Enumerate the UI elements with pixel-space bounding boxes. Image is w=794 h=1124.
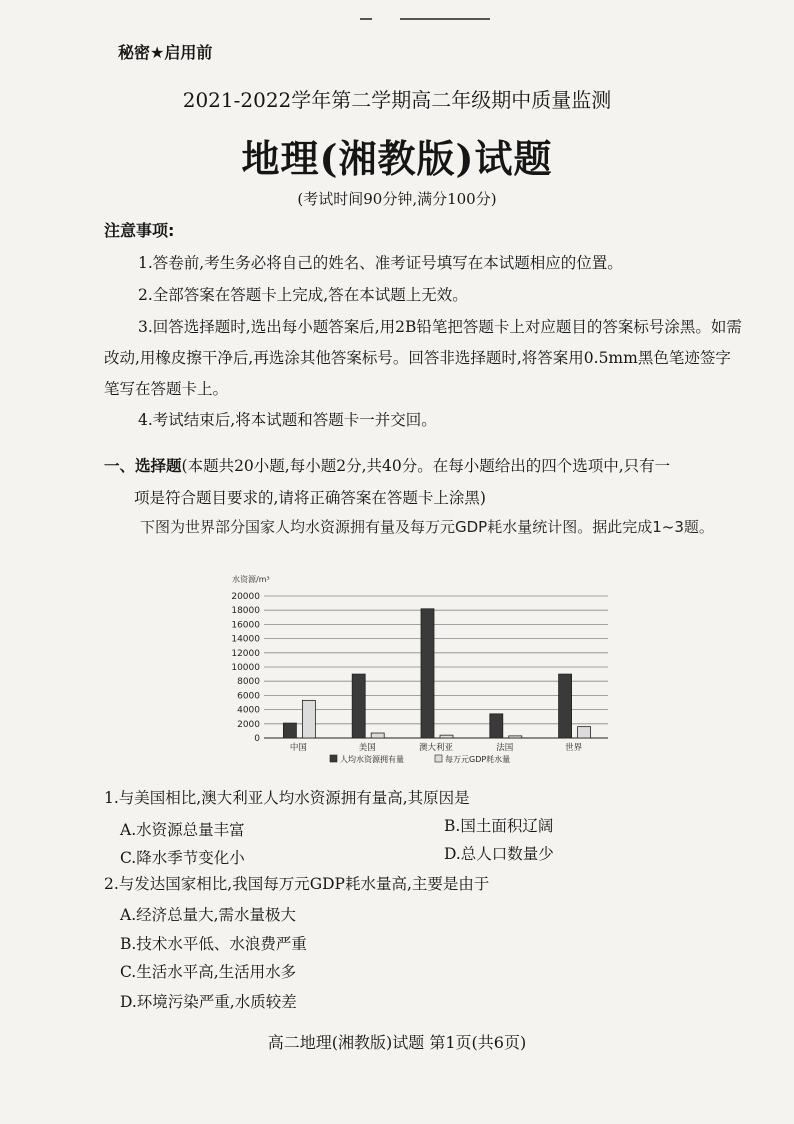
scan-mark — [360, 18, 372, 20]
notice-item: 1.答卷前,考生务必将自己的姓名、准考证号填写在本试题相应的位置。 — [138, 254, 623, 272]
legend-label: 每万元GDP耗水量 — [445, 755, 511, 764]
notice-item: 2.全部答案在答题卡上完成,答在本试题上无效。 — [138, 286, 468, 304]
y-tick-label: 0 — [254, 734, 260, 744]
y-tick-label: 2000 — [237, 719, 260, 730]
y-tick-label: 8000 — [237, 677, 260, 688]
legend-label: 人均水资源拥有量 — [340, 755, 404, 764]
section-title: 一、选择题 — [104, 457, 182, 475]
y-tick-label: 10000 — [231, 663, 260, 673]
question-2-option-b: B.技术水平低、水浪费严重 — [120, 935, 307, 953]
y-axis-label: 水资源/m³ — [232, 575, 270, 584]
bar-water-per-gdp — [371, 733, 384, 738]
notice-heading: 注意事项: — [104, 221, 175, 240]
bar-water-per-capita — [352, 674, 365, 738]
bar-water-per-capita — [283, 723, 296, 738]
question-2-option-c: C.生活水平高,生活用水多 — [120, 963, 297, 981]
question-1-option-c: C.降水季节变化小 — [120, 849, 245, 867]
bar-water-per-capita — [559, 674, 572, 738]
exam-title-line1: 2021-2022学年第二学期高二年级期中质量监测 — [182, 88, 612, 112]
question-1-stem: 1.与美国相比,澳大利亚人均水资源拥有量高,其原因是 — [104, 789, 470, 807]
x-tick-label: 法国 — [496, 743, 514, 753]
exam-title: 地理(湘教版)试题 — [241, 136, 553, 181]
question-1-option-b: B.国土面积辽阔 — [444, 817, 554, 835]
notice-item: 4.考试结束后,将本试题和答题卡一并交回。 — [138, 411, 437, 429]
section-desc: 项是符合题目要求的,请将正确答案在答题卡上涂黑) — [134, 489, 486, 507]
notice-item: 3.回答选择题时,选出每小题答案后,用2B铅笔把答题卡上对应题目的答案标号涂黑。如需改动,用橡皮擦干净后,再选涂其他答案标号。回答非选择题时,将答案用0.5mm黑色笔迹签字笔写在答题卡上。 — [104, 318, 742, 398]
section-header — [104, 450, 754, 514]
legend-swatch — [330, 755, 337, 762]
bar-water-per-capita — [421, 609, 434, 738]
bar-water-per-gdp — [509, 736, 522, 738]
x-tick-label: 世界 — [565, 743, 583, 753]
y-tick-label: 18000 — [231, 606, 260, 617]
y-tick-label: 14000 — [231, 634, 260, 645]
question-1-option-a: A.水资源总量丰富 — [120, 821, 245, 839]
section-desc: (本题共20小题,每小题2分,共40分。在每小题给出的四个选项中,只有一 — [181, 457, 671, 475]
y-tick-label: 6000 — [237, 691, 260, 702]
legend-swatch — [435, 755, 442, 762]
bar-water-per-capita — [490, 714, 503, 738]
bar-water-per-gdp — [440, 735, 453, 738]
confidential-label: 秘密★启用前 — [118, 43, 213, 62]
y-tick-label: 20000 — [231, 592, 260, 602]
question-intro: 下图为世界部分国家人均水资源拥有量及每万元GDP耗水量统计图。据此完成1~3题。 — [140, 518, 714, 536]
x-tick-label: 澳大利亚 — [418, 743, 454, 753]
y-tick-label: 12000 — [231, 648, 260, 659]
exam-subtitle: (考试时间90分钟,满分100分) — [297, 190, 497, 208]
bar-chart — [212, 570, 612, 775]
bar-water-per-gdp — [578, 727, 591, 738]
y-tick-label: 4000 — [237, 705, 260, 716]
scan-mark — [400, 18, 490, 20]
question-2-option-d: D.环境污染严重,水质较差 — [120, 993, 297, 1011]
question-2-stem: 2.与发达国家相比,我国每万元GDP耗水量高,主要是由于 — [104, 875, 490, 893]
y-tick-label: 16000 — [231, 620, 260, 631]
question-2-option-a: A.经济总量大,需水量极大 — [120, 906, 297, 924]
question-1-option-d: D.总人口数量少 — [444, 845, 554, 863]
page-footer: 高二地理(湘教版)试题 第1页(共6页) — [267, 1033, 527, 1052]
x-tick-label: 美国 — [358, 743, 376, 753]
bar-water-per-gdp — [302, 700, 315, 738]
x-tick-label: 中国 — [289, 743, 307, 753]
